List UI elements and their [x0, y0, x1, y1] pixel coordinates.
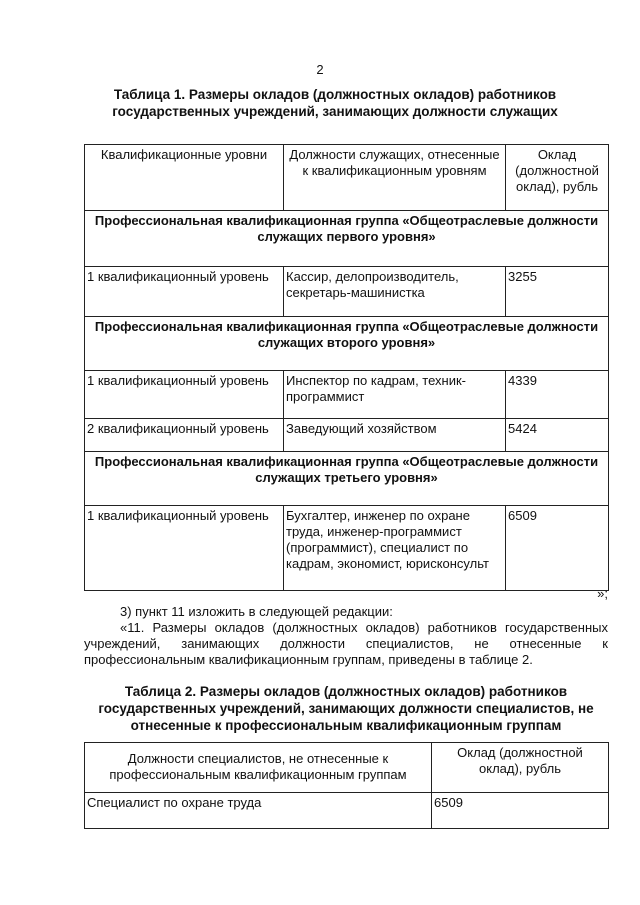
table2-title-line: государственных учреждений, занимающих должности специалистов, не: [98, 701, 594, 716]
paragraph-item-3: 3) пункт 11 изложить в следующей редакции:: [120, 604, 393, 619]
group-title-first-level: Профессиональная квалификационная группа «Общеотраслевые должности служащих первого уровня»: [85, 211, 609, 267]
group-title-second-level: Профессиональная квалификационная группа «Общеотраслевые должности служащих второго уровня»: [85, 317, 609, 371]
closing-quote: »;: [597, 586, 608, 601]
table1: [84, 144, 609, 591]
group-title-third-level: Профессиональная квалификационная группа «Общеотраслевые должности служащих третьего уровня»: [85, 452, 609, 506]
salary: 5424: [506, 419, 609, 452]
table2: [84, 742, 609, 829]
salary: 6509: [506, 506, 609, 591]
specialist-position: Специалист по охране труда: [85, 793, 432, 829]
positions: Кассир, делопроизводитель, секретарь-машинистка: [284, 267, 506, 317]
page-number: 2: [316, 62, 324, 77]
paragraph-item-11: «11. Размеры окладов (должностных окладов) работников государственных учреждений, занимающих должности специалистов, не отнесенные к профессиональным квалификационным группам, приведены в таблице 2.: [84, 620, 608, 667]
qualification-level: 1 квалификационный уровень: [85, 506, 284, 591]
table2-header-row: [85, 743, 609, 793]
table2-title: [84, 683, 608, 734]
table1-header-salary: Оклад (должностной оклад), рубль: [506, 145, 609, 211]
table1-group-row: [85, 452, 609, 506]
table2-header-positions: Должности специалистов, не отнесенные к профессиональным квалификационным группам: [85, 743, 432, 793]
positions: Заведующий хозяйством: [284, 419, 506, 452]
salary: 4339: [506, 371, 609, 419]
table1-group-row: [85, 211, 609, 267]
positions: Бухгалтер, инженер по охране труда, инженер-программист (программист), специалист по кадрам, экономист, юрисконсульт: [284, 506, 506, 591]
table1-header-row: [85, 145, 609, 211]
table-row: [85, 419, 609, 452]
qualification-level: 1 квалификационный уровень: [85, 267, 284, 317]
table1-header-levels: Квалификационные уровни: [85, 145, 284, 211]
table1-title-line: государственных учреждений, занимающих должности служащих: [112, 104, 558, 119]
table-row: [85, 371, 609, 419]
table-row: [85, 793, 609, 829]
table-row: [85, 267, 609, 317]
table-row: [85, 506, 609, 591]
qualification-level: 2 квалификационный уровень: [85, 419, 284, 452]
qualification-level: 1 квалификационный уровень: [85, 371, 284, 419]
salary: 6509: [432, 793, 609, 829]
table2-title-line: Таблица 2. Размеры окладов (должностных окладов) работников: [124, 684, 568, 699]
table2-header-salary: Оклад (должностной оклад), рубль: [432, 743, 609, 793]
table1-group-row: [85, 317, 609, 371]
salary: 3255: [506, 267, 609, 317]
table1-title-line: Таблица 1. Размеры окладов (должностных окладов) работников: [113, 87, 557, 102]
table2-title-line: отнесенные к профессиональным квалификационным группам: [130, 718, 562, 733]
positions: Инспектор по кадрам, техник-программист: [284, 371, 506, 419]
table1-title: [60, 86, 610, 120]
table1-header-positions: Должности служащих, отнесенные к квалификационным уровням: [284, 145, 506, 211]
